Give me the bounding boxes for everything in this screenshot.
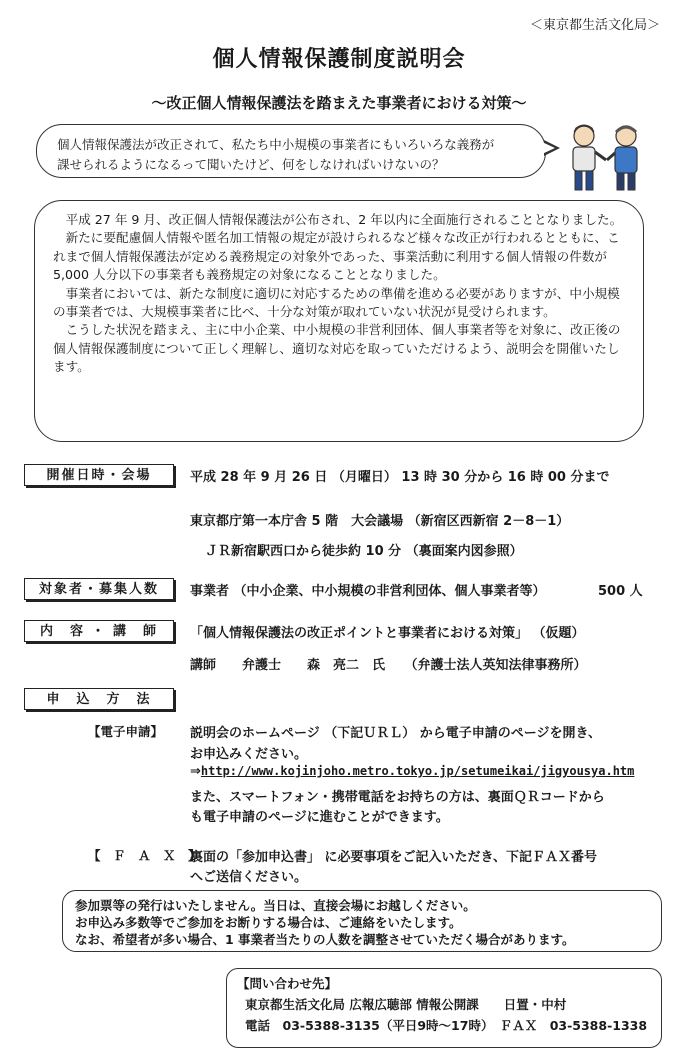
schedule-datetime: 平成 28 年 9 月 26 日 （月曜日） 13 時 30 分から 16 時 00 分まで (190, 470, 610, 485)
online-text-line: また、スマートフォン・携帯電話をお持ちの方は、裏面ＱＲコードから (190, 790, 605, 805)
notice-line: 参加票等の発行はいたしません。当日は、直接会場にお越しください。 (75, 898, 476, 913)
target-count: 500 人 (598, 584, 643, 599)
online-text-line: 説明会のホームページ （下記ＵＲＬ） から電子申請のページを開き、 (190, 726, 602, 741)
bubble-tail-inner (542, 142, 555, 154)
contact-phone-fax: 電話 03-5388-3135（平日9時～17時） ＦＡＸ 03-5388-1338 (245, 1018, 648, 1033)
content-label: 内 容 ・ 講 師 (24, 620, 174, 642)
bubble-line: 課せられるようになるって聞いたけど、何をしなければいけないの？ (57, 157, 445, 172)
content-lecturer: 講師 弁護士 森 亮二 氏 （弁護士法人英知法律事務所） (190, 658, 587, 673)
online-url-line (190, 764, 634, 779)
speech-bubble (36, 124, 546, 178)
notice-line: なお、希望者が多い場合、1 事業者当たりの人数を調整させていただく場合があります。 (75, 932, 575, 947)
target-text: 事業者 （中小企業、中小規模の非営利団体、個人事業者等） (190, 584, 546, 599)
intro-paragraph: 事業者においては、新たな制度に適切に対応するための準備を進める必要がありますが、中小規模の事業者では、大規模事業者に比べ、十分な対策が取れていない状況が見受けられます。 (53, 285, 620, 320)
notice-box (62, 890, 662, 952)
online-text-line: も電子申請のページに進むことができます。 (190, 810, 449, 825)
intro-paragraph: 平成 27 年 9 月、改正個人情報保護法が公布され、2 年以内に全面施行されることとなりました。 (65, 212, 623, 227)
apply-label: 申 込 方 法 (24, 688, 174, 710)
issuer-label: ＜東京都生活文化局＞ (529, 18, 660, 33)
online-text-line: お申込みください。 (190, 747, 308, 762)
fax-text-line: 裏面の「参加申込書」 に必要事項をご記入いただき、下記ＦＡＸ番号 (190, 850, 598, 865)
bubble-line: 個人情報保護法が改正されて、私たち中小規模の事業者にもいろいろな義務が (57, 137, 495, 152)
online-application-label: 【電子申請】 (88, 724, 164, 739)
notice-line: お申込み多数等でご参加をお断りする場合は、ご連絡をいたします。 (75, 915, 462, 930)
contact-box (226, 968, 662, 1048)
page-title: 個人情報保護制度説明会 (212, 47, 466, 72)
contact-department: 東京都生活文化局 広報広聴部 情報公開課 日置・中村 (245, 997, 567, 1012)
schedule-label: 開催日時・会場 (24, 464, 174, 486)
fax-text-line: へご送信ください。 (190, 870, 308, 885)
application-url-link[interactable]: http://www.kojinjoho.metro.tokyo.jp/setumeikai/jigyousya.htm (200, 764, 635, 778)
people-illustration (556, 120, 656, 192)
contact-title: 【問い合わせ先】 (237, 976, 338, 991)
arrow-icon: ⇒ (190, 764, 201, 779)
intro-box (34, 200, 644, 442)
page-subtitle: ～改正個人情報保護法を踏まえた事業者における対策～ (151, 94, 527, 112)
intro-paragraph: こうした状況を踏まえ、主に中小企業、中小規模の非営利団体、個人事業者等を対象に、改正後の個人情報保護制度について正しく理解し、適切な対応を取っていただけるよう、説明会を開催いたします。 (53, 322, 621, 375)
target-label: 対象者・募集人数 (24, 578, 174, 600)
schedule-venue: 東京都庁第一本庁舎 5 階 大会議場 （新宿区西新宿 2－8－1） (190, 514, 570, 529)
intro-paragraph: 新たに要配慮個人情報や匿名加工情報の規定が設けられるなど様々な改正が行われるとともに、これまで個人情報保護法が定める義務規定の対象外であった、事業活動に利用する個人情報の件数が 5,000 人分以下の事業者も義務規定の対象になることとなりました。 (53, 230, 620, 283)
content-topic: 「個人情報保護法の改正ポイントと事業者における対策」 （仮題） (190, 626, 585, 641)
fax-application-label: 【 Ｆ Ａ Ｘ 】 (88, 848, 201, 863)
schedule-access: ＪＲ新宿駅西口から徒歩約 10 分 （裏面案内図参照） (205, 544, 523, 559)
